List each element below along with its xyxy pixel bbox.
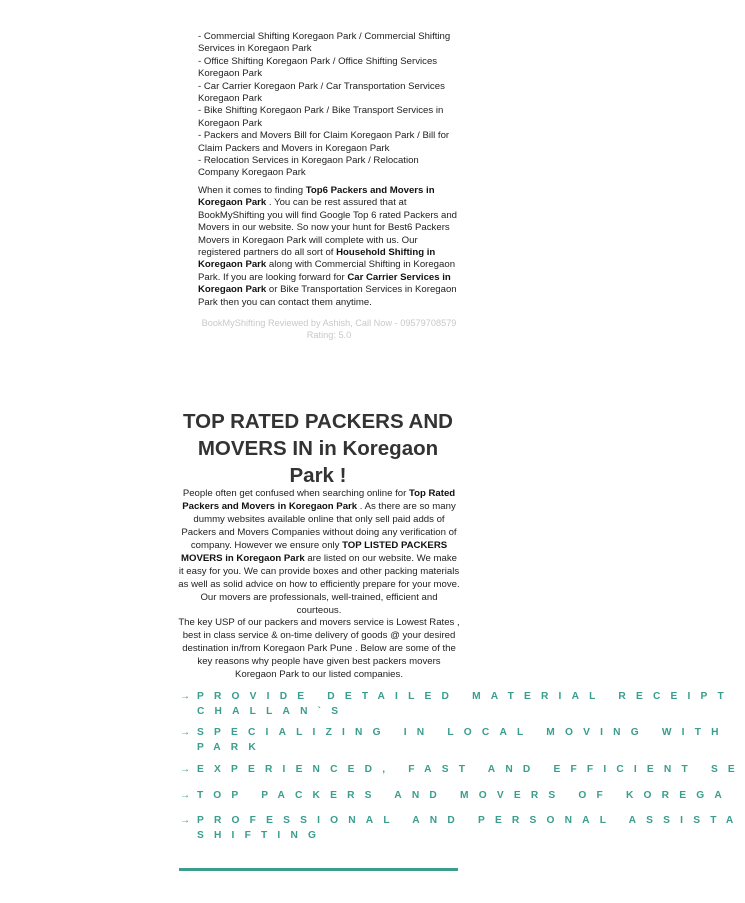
feature-label: EXPERIENCED, FAST AND EFFICIENT SE: [197, 764, 745, 775]
list-item: Koregaon Park: [198, 93, 262, 105]
keyword-link[interactable]: Top Rated Packers and Movers in Koregaon Park: [182, 488, 456, 512]
feature-item: [180, 762, 745, 777]
list-item: Koregaon Park: [198, 68, 262, 80]
arrow-right-icon: →: [180, 790, 191, 801]
keyword-link[interactable]: Household Shifting in Koregaon Park: [198, 247, 436, 271]
usp-paragraph: The key USP of our packers and movers service is Lowest Rates , best in class service & on-time delivery of goods @ your desired destination in/from Koregaon Park Pune . Below are some of the key reasons why people have given best packers movers Koregaon Park to our listed companies.: [178, 617, 460, 680]
feature-label: SHIFTING: [197, 830, 327, 841]
feature-label: PROFESSIONAL AND PERSONAL ASSISTA: [197, 815, 744, 826]
list-item: Claim Packers and Movers in Koregaon Park: [198, 142, 390, 154]
list-item: - Packers and Movers Bill for Claim Koregaon Park / Bill for: [198, 130, 450, 142]
review-rating-text: BookMyShifting Reviewed by Ashish, Call Now - 09579708579 Rating: 5.0: [201, 318, 457, 341]
page-title: TOP RATED PACKERS AND MOVERS IN in Koregaon Park !: [183, 410, 453, 487]
section-divider: [179, 868, 458, 871]
arrow-right-icon: →: [180, 815, 191, 826]
arrow-right-icon: →: [180, 691, 191, 702]
feature-label: CHALLAN`S: [197, 706, 349, 717]
feature-item: [180, 813, 744, 843]
intro-paragraph: When it comes to finding Top6 Packers and Movers in Koregaon Park . You can be rest assured that at BookMyShifting you will find Google Top 6 rated Packers and Movers in our website. So now your hunt for Best6 Packers Movers in Koregaon Park will complete with us. Our registered partners do all sort of Household Shifting in Koregaon Park along with Commercial Shifting in Koregaon Park. If you are looking forward for Car Carrier Services in Koregaon Park or Bike Transportation Services in Koregaon Park then you can contact them anytime.: [198, 185, 457, 308]
list-item: - Bike Shifting Koregaon Park / Bike Transport Services in: [198, 105, 444, 117]
feature-item: [180, 689, 734, 719]
list-item: Koregaon Park: [198, 117, 262, 129]
feature-item: [180, 725, 729, 755]
feature-label: SPECIALIZING IN LOCAL MOVING WITH: [197, 727, 729, 738]
keyword-link[interactable]: TOP LISTED PACKERS MOVERS in Koregaon Park: [180, 540, 448, 564]
feature-label: PROVIDE DETAILED MATERIAL RECEIPT: [197, 691, 734, 702]
feature-item: [180, 788, 732, 803]
keyword-link[interactable]: Car Carrier Services in Koregaon Park: [198, 271, 451, 296]
arrow-right-icon: →: [180, 764, 191, 775]
feature-label: TOP PACKERS AND MOVERS OF KOREGA: [197, 790, 732, 801]
list-item: - Relocation Services in Koregaon Park / Relocation: [198, 155, 419, 167]
list-item: Services in Koregaon Park: [198, 43, 312, 55]
list-item: - Car Carrier Koregaon Park / Car Transportation Services: [198, 80, 445, 92]
keyword-link[interactable]: Top6 Packers and Movers in Koregaon Park: [198, 185, 435, 209]
services-list: [198, 31, 460, 180]
body-paragraph: People often get confused when searching online for Top Rated Packers and Movers in Koregaon Park . As there are so many dummy websites available online that only sell paid adds of Packers and Movers Companies without doing any verification of company. However we ensure only TOP LISTED PACKERS MOVERS in Koregaon Park are listed on our website. We make it easy for you. We can provide boxes and other packing materials as well as solid advice on how to efficiently prepare for your move. Our movers are professionals, well-trained, efficient and courteous.: [178, 488, 460, 616]
list-item: Company Koregaon Park: [198, 167, 306, 179]
list-item: - Office Shifting Koregaon Park / Office Shifting Services: [198, 55, 438, 67]
list-item: - Commercial Shifting Koregaon Park / Commercial Shifting: [198, 31, 451, 42]
arrow-right-icon: →: [180, 727, 191, 738]
feature-label: PARK: [197, 742, 266, 753]
